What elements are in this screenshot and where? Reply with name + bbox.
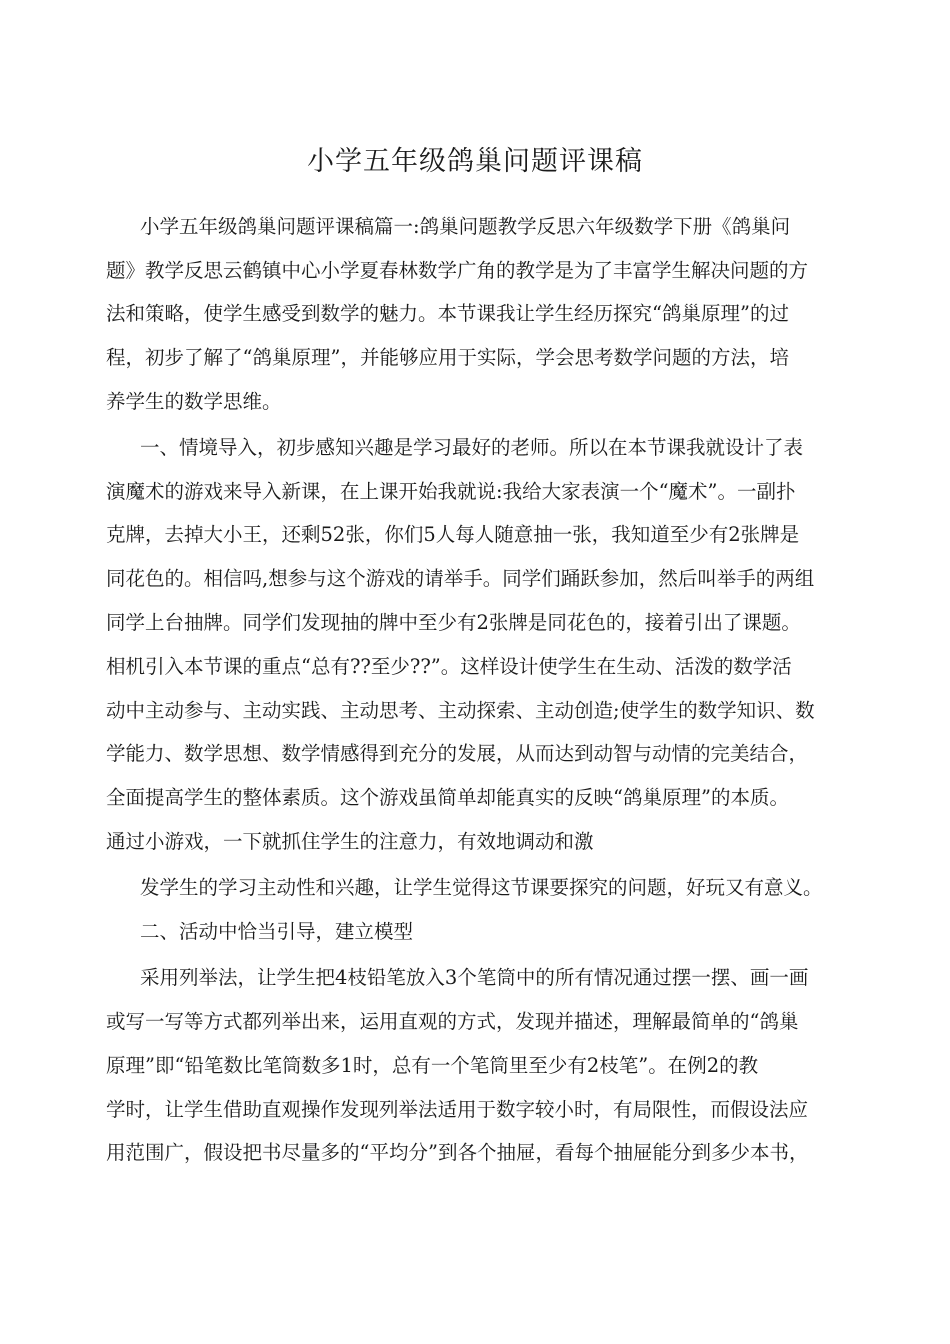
paragraph-line: 通过小游戏，一下就抓住学生的注意力，有效地调动和激 xyxy=(106,830,594,853)
paragraph-line: 克牌，去掉大小王，还剩52张，你们5人每人随意抽一张，我知道至少有2张牌是 xyxy=(106,523,800,546)
paragraph-line: 题》教学反思云鹤镇中心小学夏春林数学广角的教学是为了丰富学生解决问题的方 xyxy=(106,259,809,282)
paragraph-line: 用范围广，假设把书尽量多的“平均分”到各个抽屉，看每个抽屉能分到多少本书， xyxy=(106,1141,809,1164)
paragraph-line: 采用列举法，让学生把4枝铅笔放入3个笔筒中的所有情况通过摆一摆、画一画 xyxy=(140,966,809,989)
paragraph-line: 同花色的。相信吗,想参与这个游戏的请举手。同学们踊跃参加，然后叫举手的两组 xyxy=(106,567,815,590)
paragraph-line: 发学生的学习主动性和兴趣，让学生觉得这节课要探究的问题，好玩又有意义。 xyxy=(140,876,823,899)
paragraph-line: 学能力、数学思想、数学情感得到充分的发展，从而达到动智与动情的完美结合， xyxy=(106,742,809,765)
document-title: 小学五年级鸽巢问题评课稿 xyxy=(307,146,643,177)
section-heading: 二、活动中恰当引导，建立模型 xyxy=(140,920,414,943)
paragraph-line: 或写一写等方式都列举出来，运用直观的方式，发现并描述，理解最简单的“鸽巢 xyxy=(106,1010,799,1033)
paragraph-line: 动中主动参与、主动实践、主动思考、主动探索、主动创造;使学生的数学知识、数 xyxy=(106,699,815,722)
paragraph-line: 一、情境导入，初步感知兴趣是学习最好的老师。所以在本节课我就设计了表 xyxy=(140,436,804,459)
paragraph-line: 养学生的数学思维。 xyxy=(106,390,282,413)
paragraph-line: 演魔术的游戏来导入新课，在上课开始我就说:我给大家表演一个“魔术”。一副扑 xyxy=(106,480,796,503)
paragraph-line: 程，初步了解了“鸽巢原理”，并能够应用于实际，学会思考数学问题的方法，培 xyxy=(106,346,789,369)
paragraph-line: 法和策略，使学生感受到数学的魅力。本节课我让学生经历探究“鸽巢原理”的过 xyxy=(106,302,789,325)
paragraph-line: 同学上台抽牌。同学们发现抽的牌中至少有2张牌是同花色的，接着引出了课题。 xyxy=(106,611,801,634)
paragraph-line: 小学五年级鸽巢问题评课稿篇一:鸽巢问题教学反思六年级数学下册《鸽巢问 xyxy=(140,215,791,238)
paragraph-line: 相机引入本节课的重点“总有??至少??”。这样设计使学生在生动、活泼的数学活 xyxy=(106,655,792,678)
paragraph-line: 全面提高学生的整体素质。这个游戏虽简单却能真实的反映“鸽巢原理”的本质。 xyxy=(106,786,789,809)
paragraph-line: 学时，让学生借助直观操作发现列举法适用于数字较小时，有局限性，而假设法应 xyxy=(106,1098,809,1121)
paragraph-line: 原理”即“铅笔数比笔筒数多1时，总有一个笔筒里至少有2枝笔”。在例2的教 xyxy=(106,1054,759,1077)
